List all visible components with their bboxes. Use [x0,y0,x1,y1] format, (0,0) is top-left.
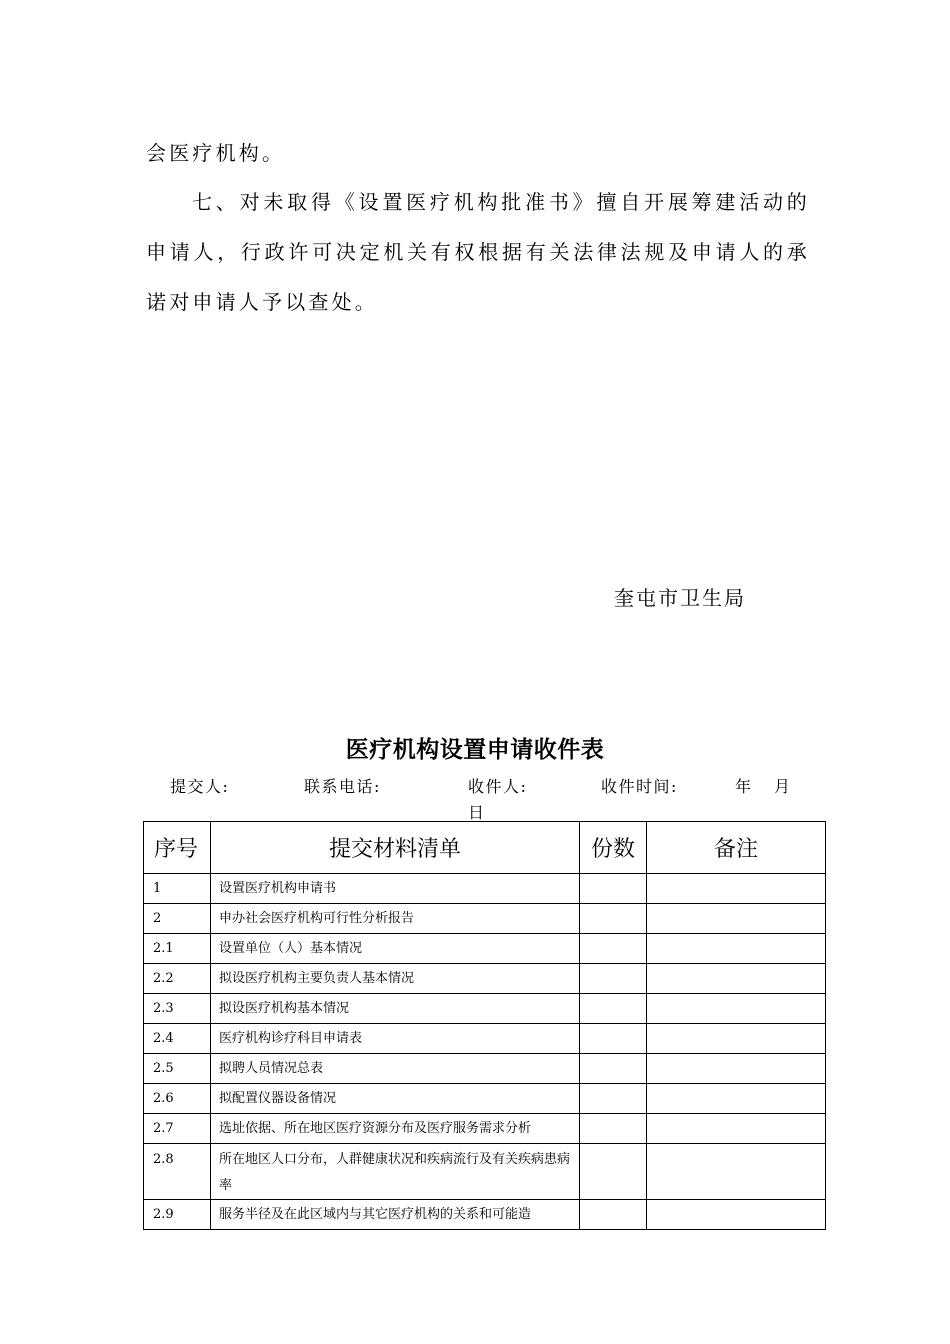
row-remarks[interactable] [647,1200,826,1230]
row-copies[interactable] [580,874,647,904]
row-no: 2.4 [144,1024,211,1054]
row-no: 2.9 [144,1200,211,1230]
row-remarks[interactable] [647,964,826,994]
row-remarks[interactable] [647,994,826,1024]
table-row [144,934,826,964]
row-no: 2.7 [144,1114,211,1144]
row-remarks[interactable] [647,874,826,904]
submitter-label: 提交人: [170,777,230,796]
table-row [144,1114,826,1144]
row-remarks[interactable] [647,1114,826,1144]
row-no: 2.5 [144,1054,211,1084]
table-row [144,904,826,934]
form-title: 医疗机构设置申请收件表 [345,737,605,763]
row-item: 医疗机构诊疗科目申请表 [211,1024,580,1054]
row-copies[interactable] [580,904,647,934]
table-row [144,1084,826,1114]
row-copies[interactable] [580,1084,647,1114]
header-materials: 提交材料清单 [211,822,580,874]
row-copies[interactable] [580,934,647,964]
row-item: 申办社会医疗机构可行性分析报告 [211,904,580,934]
row-remarks[interactable] [647,1084,826,1114]
row-remarks[interactable] [647,1054,826,1084]
row-item: 选址依据、所在地区医疗资源分布及医疗服务需求分析 [211,1114,580,1144]
table-row [144,1024,826,1054]
issuer-signature: 奎屯市卫生局 [614,586,746,610]
row-copies[interactable] [580,1054,647,1084]
row-no: 2.3 [144,994,211,1024]
table-header-row [144,822,826,874]
continued-paragraph-line: 会医疗机构。 [146,141,286,165]
table-row [144,1200,826,1230]
row-no: 2.6 [144,1084,211,1114]
clause-seven-paragraph: 七、对未取得《设置医疗机构批准书》擅自开展筹建活动的申请人，行政许可决定机关有权根据有关法律法规及申请人的承诺对申请人予以查处。 [146,190,810,314]
row-no: 2.1 [144,934,211,964]
row-copies[interactable] [580,1144,647,1200]
header-copies: 份数 [580,822,647,874]
table-row [144,1054,826,1084]
year-label: 年 [735,777,753,796]
phone-label: 联系电话: [304,777,381,796]
month-label: 月 [774,777,792,796]
receiver-label: 收件人: [468,777,528,796]
row-item: 拟设医疗机构基本情况 [211,994,580,1024]
table-row [144,874,826,904]
table-row [144,964,826,994]
row-item: 拟配置仪器设备情况 [211,1084,580,1114]
row-copies[interactable] [580,994,647,1024]
header-remarks: 备注 [647,822,826,874]
header-no: 序号 [144,822,211,874]
row-item: 服务半径及在此区域内与其它医疗机构的关系和可能造 [211,1200,580,1230]
row-item: 设置医疗机构申请书 [211,874,580,904]
table-row [144,994,826,1024]
intake-table [143,821,826,1230]
row-no: 1 [144,874,211,904]
row-item: 拟聘人员情况总表 [211,1054,580,1084]
row-item: 所在地区人口分布，人群健康状况和疾病流行及有关疾病患病率 [211,1144,580,1200]
row-no: 2.8 [144,1144,211,1200]
table-row [144,1144,826,1200]
receive-time-label: 收件时间: [601,777,678,796]
row-no: 2 [144,904,211,934]
row-item: 拟设医疗机构主要负责人基本情况 [211,964,580,994]
row-remarks[interactable] [647,1024,826,1054]
row-remarks[interactable] [647,934,826,964]
row-no: 2.2 [144,964,211,994]
row-copies[interactable] [580,964,647,994]
row-copies[interactable] [580,1114,647,1144]
day-label: 日 [468,803,485,822]
row-item: 设置单位（人）基本情况 [211,934,580,964]
row-copies[interactable] [580,1200,647,1230]
row-remarks[interactable] [647,904,826,934]
row-remarks[interactable] [647,1144,826,1200]
row-copies[interactable] [580,1024,647,1054]
